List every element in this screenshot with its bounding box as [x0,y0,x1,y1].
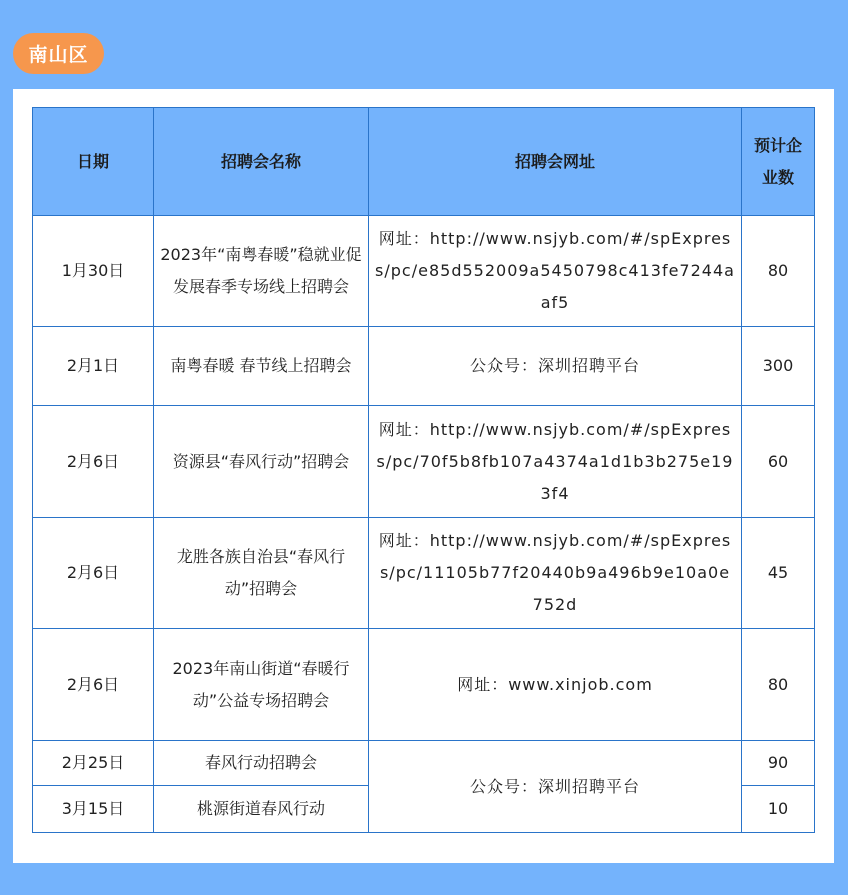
cell-date: 3月15日 [33,786,154,833]
table-row [33,406,815,518]
table-row [33,216,815,327]
cell-company-count: 10 [742,786,815,833]
cell-date: 2月6日 [33,629,154,741]
header-fair-name: 招聘会名称 [154,108,369,216]
cell-date: 2月1日 [33,327,154,406]
table-row [33,327,815,406]
header-date: 日期 [33,108,154,216]
cell-fair-url: 公众号：深圳招聘平台 [369,327,742,406]
cell-fair-name: 资源县“春风行动”招聘会 [154,406,369,518]
table-row [33,629,815,741]
cell-fair-url: 网址：http://www.nsjyb.com/#/spExpress/pc/11105b77f20440b9a496b9e10a0e752d [369,518,742,629]
header-company-count: 预计企业数 [742,108,815,216]
job-fair-table [32,107,815,833]
table-row [33,518,815,629]
cell-date: 1月30日 [33,216,154,327]
cell-fair-url: 网址：www.xinjob.com [369,629,742,741]
cell-fair-url: 公众号：深圳招聘平台 [369,741,742,833]
cell-company-count: 80 [742,629,815,741]
cell-fair-name: 南粤春暖 春节线上招聘会 [154,327,369,406]
cell-company-count: 300 [742,327,815,406]
cell-fair-name: 桃源街道春风行动 [154,786,369,833]
cell-company-count: 90 [742,741,815,786]
cell-company-count: 45 [742,518,815,629]
table-header-row [33,108,815,216]
table-row [33,741,815,786]
cell-fair-name: 2023年南山街道“春暖行动”公益专场招聘会 [154,629,369,741]
cell-company-count: 60 [742,406,815,518]
header-fair-url: 招聘会网址 [369,108,742,216]
cell-date: 2月6日 [33,406,154,518]
cell-fair-name: 龙胜各族自治县“春风行动”招聘会 [154,518,369,629]
cell-date: 2月25日 [33,741,154,786]
content-panel [13,89,834,863]
district-badge: 南山区 [13,33,104,74]
cell-fair-name: 春风行动招聘会 [154,741,369,786]
cell-fair-url: 网址：http://www.nsjyb.com/#/spExpress/pc/70f5b8fb107a4374a1d1b3b275e193f4 [369,406,742,518]
cell-company-count: 80 [742,216,815,327]
cell-fair-url: 网址：http://www.nsjyb.com/#/spExpress/pc/e85d552009a5450798c413fe7244aaf5 [369,216,742,327]
cell-fair-name: 2023年“南粤春暖”稳就业促发展春季专场线上招聘会 [154,216,369,327]
cell-date: 2月6日 [33,518,154,629]
